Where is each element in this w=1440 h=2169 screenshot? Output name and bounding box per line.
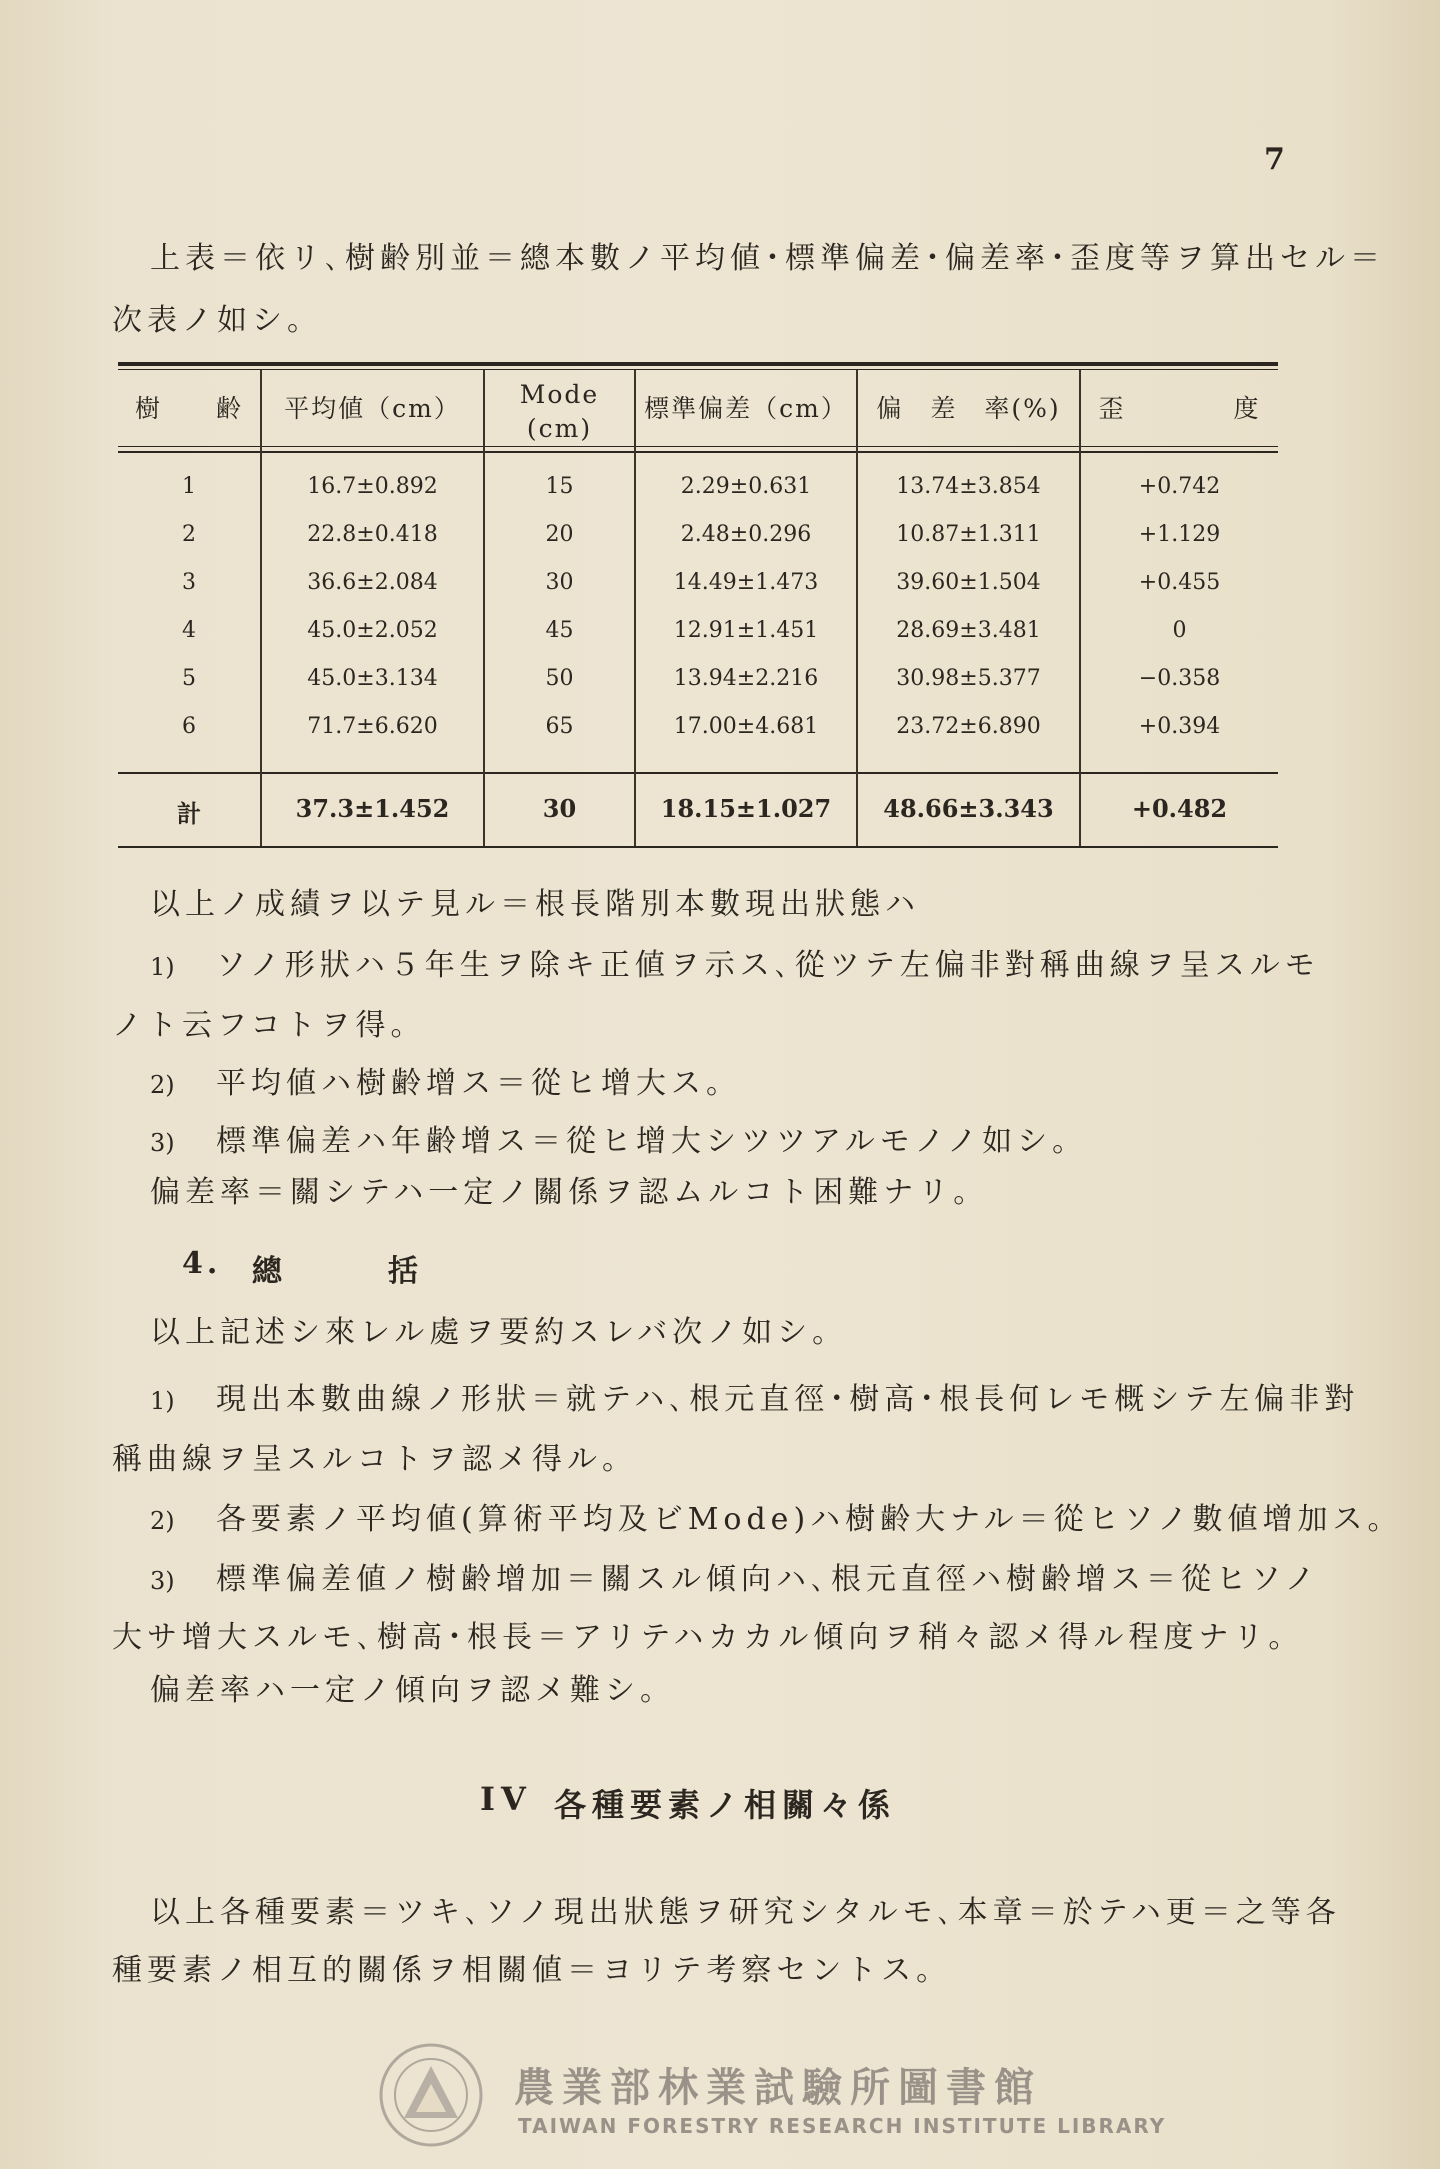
table-cell: 45.0±2.052 (307, 618, 438, 643)
summary-heading: 總 括 (252, 1254, 422, 1289)
list-text: 標準偏差値ノ樹齢增加＝關スル傾向ハ､根元直徑ハ樹齢增ス＝從ヒソノ (216, 1562, 1320, 1597)
page-number: 7 (1264, 142, 1285, 177)
col-divider-5 (1079, 370, 1081, 846)
header-skewness: 歪 度 (1098, 394, 1261, 423)
table-cell: 2 (182, 522, 196, 547)
library-watermark-subtitle: TAIWAN FORESTRY RESEARCH INSTITUTE LIBRARY (518, 2114, 1167, 2138)
col-divider-1 (260, 370, 262, 846)
summary-item-1-cont: 稱曲線ヲ呈スルコトヲ認メ得ル｡ (112, 1442, 622, 1477)
table-cell: 16.7±0.892 (307, 474, 438, 499)
table-cell: 15 (545, 474, 574, 499)
list-number: 1) (150, 953, 175, 981)
results-item-1-cont: ノト云フコトヲ得｡ (112, 1008, 411, 1043)
intro-line-1: 上表＝依リ､樹齢別並＝總本數ノ平均値･標準偏差･偏差率･歪度等ヲ算出セル＝ (150, 241, 1385, 276)
library-seal-icon (376, 2040, 486, 2150)
chapter-line-1: 以上各種要素＝ツキ､ソノ現出狀態ヲ研究シタルモ､本章＝於テハ更＝之等各 (150, 1895, 1341, 1930)
table-cell: 3 (182, 570, 196, 595)
total-top-rule (118, 772, 1278, 774)
table-cell: 45 (545, 618, 574, 643)
table-cell: +0.394 (1138, 714, 1221, 739)
total-cell: 48.66±3.343 (883, 794, 1054, 823)
table-cell: 14.49±1.473 (673, 570, 819, 595)
table-cell: 28.69±3.481 (896, 618, 1041, 643)
table-cell: 12.91±1.451 (673, 618, 819, 643)
header-bottom-rule-thin (118, 446, 1278, 447)
table-cell: 39.60±1.504 (896, 570, 1041, 595)
table-cell: 2.48±0.296 (680, 522, 812, 547)
table-cell: +0.742 (1138, 474, 1221, 499)
summary-lead: 以上記述シ來レル處ヲ要約スレバ次ノ如シ｡ (150, 1315, 833, 1350)
col-divider-3 (634, 370, 636, 846)
list-number: 2) (150, 1507, 175, 1535)
table-cell: 65 (545, 714, 574, 739)
total-label: 計 (177, 799, 201, 828)
table-cell: 45.0±3.134 (307, 666, 438, 691)
table-cell: 10.87±1.311 (896, 522, 1041, 547)
summary-item-2 (150, 1494, 1387, 1538)
table-bottom-rule (118, 846, 1278, 848)
total-cell: 18.15±1.027 (660, 794, 832, 823)
results-item-1 (150, 940, 1320, 984)
table-cell: 6 (182, 714, 196, 739)
table-cell: +0.455 (1138, 570, 1221, 595)
results-item-2 (150, 1058, 726, 1102)
col-divider-4 (856, 370, 858, 846)
results-item-3 (150, 1116, 1072, 1160)
table-top-rule (118, 362, 1278, 366)
table-cell: 71.7±6.620 (307, 714, 438, 739)
list-number: 3) (150, 1129, 175, 1157)
table-cell: −0.358 (1138, 666, 1221, 691)
list-number: 2) (150, 1071, 175, 1099)
header-mode: Mode (519, 380, 600, 409)
table-cell: 23.72±6.890 (896, 714, 1041, 739)
header-age: 樹 齢 (134, 394, 243, 423)
table-cell: 30 (545, 570, 574, 595)
table-cell: 50 (545, 666, 574, 691)
list-number: 3) (150, 1567, 175, 1595)
summary-heading-number: 4. (182, 1246, 222, 1281)
list-text: 現出本數曲線ノ形狀＝就テハ､根元直徑･樹高･根長何レモ概シテ左偏非對 (216, 1382, 1360, 1417)
table-cell: 13.94±2.216 (673, 666, 819, 691)
results-lead: 以上ノ成績ヲ以テ見ル＝根長階別本數現出狀態ハ (150, 887, 920, 922)
total-cell: 30 (542, 794, 577, 823)
table-cell: +1.129 (1138, 522, 1221, 547)
table-cell: 20 (545, 522, 574, 547)
summary-item-3-cont: 大サ增大スルモ､樹高･根長＝アリテハカカル傾向ヲ稍々認メ得ル程度ナリ｡ (112, 1620, 1289, 1655)
table-cell: 4 (182, 618, 196, 643)
header-mean: 平均値（cm） (284, 394, 461, 423)
list-text: 平均値ハ樹齢增ス＝從ヒ增大ス｡ (216, 1066, 726, 1101)
summary-note: 偏差率ハ一定ノ傾向ヲ認メ難シ｡ (150, 1673, 660, 1708)
header-mode-unit: (cm) (526, 414, 593, 443)
list-number: 1) (150, 1387, 175, 1415)
table-top-rule-thin (118, 369, 1278, 370)
header-cv: 偏 差 率(%) (876, 394, 1061, 423)
list-text: 各要素ノ平均値(算術平均及ビMode)ハ樹齢大ナル＝從ヒソノ數値增加ス｡ (216, 1502, 1388, 1537)
total-cell: 37.3±1.452 (295, 794, 450, 823)
statistics-table (118, 362, 1278, 850)
table-cell: 36.6±2.084 (307, 570, 438, 595)
table-cell: 1 (182, 474, 196, 499)
list-text: 標準偏差ハ年齢增ス＝從ヒ增大シツツアルモノノ如シ｡ (216, 1124, 1073, 1159)
table-cell: 30.98±5.377 (896, 666, 1041, 691)
results-note: 偏差率＝關シテハ一定ノ關係ヲ認ムルコト困難ナリ｡ (150, 1175, 974, 1210)
table-cell: 2.29±0.631 (680, 474, 812, 499)
summary-item-1 (150, 1374, 1359, 1418)
list-text: ソノ形狀ハ５年生ヲ除キ正値ヲ示ス､從ツテ左偏非對稱曲線ヲ呈スルモ (216, 948, 1320, 983)
header-std-dev: 標準偏差（cm） (644, 394, 848, 423)
chapter-title: 各種要素ノ相關々係 (554, 1786, 897, 1824)
table-cell: 22.8±0.418 (307, 522, 438, 547)
summary-item-3 (150, 1554, 1320, 1598)
table-cell: 5 (182, 666, 196, 691)
library-watermark-title: 農業部林業試驗所圖書館 (514, 2065, 1042, 2111)
header-bottom-rule (118, 451, 1278, 453)
total-cell: +0.482 (1131, 794, 1228, 823)
table-cell: 13.74±3.854 (896, 474, 1041, 499)
chapter-number: IV (480, 1780, 532, 1818)
table-cell: 0 (1172, 618, 1187, 643)
table-cell: 17.00±4.681 (673, 714, 819, 739)
intro-line-2: 次表ノ如シ｡ (112, 303, 307, 338)
chapter-line-2: 種要素ノ相互的關係ヲ相關値＝ヨリテ考察セントス｡ (112, 1953, 937, 1988)
